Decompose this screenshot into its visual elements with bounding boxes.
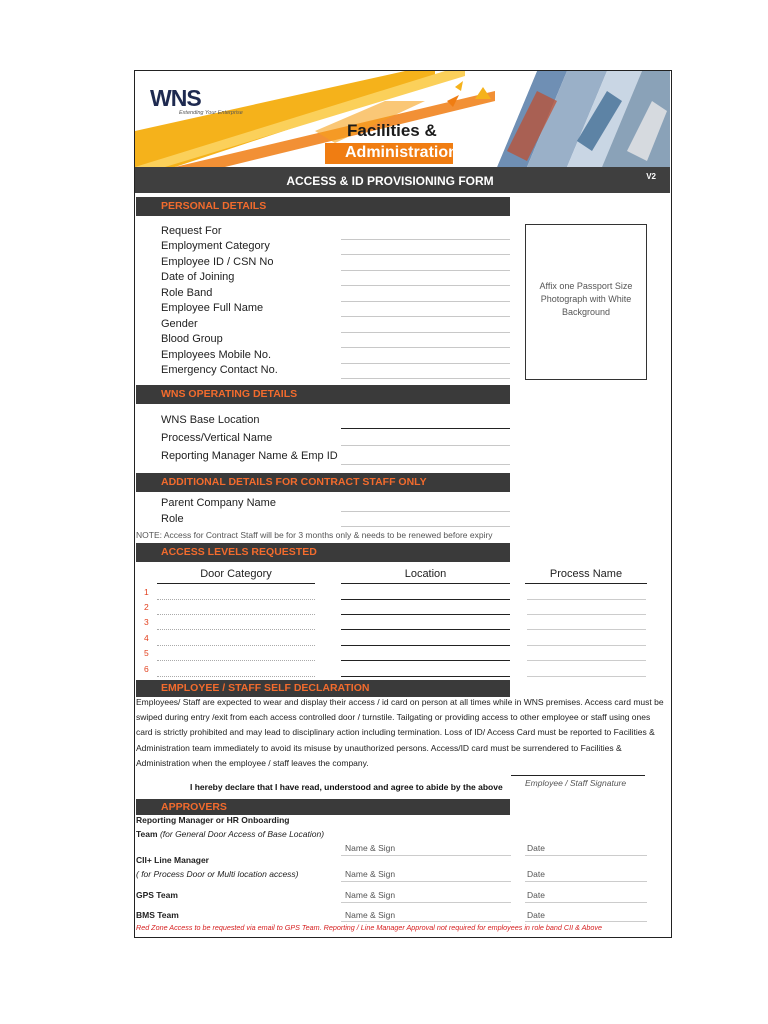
access-row-number: 1 [144, 587, 149, 597]
column-door-category: Door Category [200, 568, 272, 580]
section-approvers [136, 799, 510, 815]
name-sign-field[interactable] [341, 902, 511, 903]
field-base-location[interactable] [341, 428, 510, 429]
column-process-name: Process Name [549, 568, 623, 580]
section-personal-details [136, 197, 510, 216]
field-date-of-joining[interactable] [341, 285, 510, 286]
header-banner [135, 71, 670, 167]
name-sign-label: Name & Sign [345, 890, 396, 900]
section-self-declaration-title: EMPLOYEE / STAFF SELF DECLARATION [161, 682, 370, 694]
approver-reporting-manager-note: (for General Door Access of Base Location) [159, 828, 325, 839]
access-row-process-field[interactable] [527, 645, 646, 646]
section-personal-details-title: PERSONAL DETAILS [161, 200, 267, 212]
name-sign-field[interactable] [341, 855, 511, 856]
date-label: Date [527, 890, 545, 900]
field-employment-category[interactable] [341, 254, 510, 255]
approver-bms-team-title: BMS Team [136, 910, 179, 920]
access-row-process-field[interactable] [527, 676, 646, 677]
access-row-door-field[interactable] [157, 660, 315, 661]
name-sign-field[interactable] [341, 921, 511, 922]
access-id-form [134, 70, 672, 938]
access-row-process-field[interactable] [527, 660, 646, 661]
approver-line-manager-title: CII+ Line Manager [136, 855, 209, 865]
approver-reporting-manager-title: Reporting Manager or HR Onboarding [136, 815, 290, 825]
date-field[interactable] [525, 881, 647, 882]
field-contract-role[interactable] [341, 526, 510, 527]
banner-title-line2: Administration [345, 144, 458, 161]
access-row-process-field[interactable] [527, 599, 646, 600]
section-operating-details [136, 385, 510, 404]
wns-logo: WNS [150, 85, 201, 111]
signature-label: Employee / Staff Signature [525, 778, 627, 788]
access-row-number: 5 [144, 648, 149, 658]
form-title-bar [135, 167, 670, 193]
approver-line-manager-note: ( for Process Door or Multi location access) [136, 868, 299, 879]
section-contract-staff-title: ADDITIONAL DETAILS FOR CONTRACT STAFF ONLY [161, 476, 427, 488]
access-row-number: 4 [144, 633, 149, 643]
column-door-category-underline [157, 583, 315, 584]
label-blood-group: Blood Group [161, 333, 223, 345]
field-reporting-manager[interactable] [341, 464, 510, 465]
access-row-location-field[interactable] [341, 660, 510, 661]
access-row-location-field[interactable] [341, 614, 510, 615]
declaration-statement: I hereby declare that I have read, understood and agree to abide by the above [190, 782, 503, 792]
field-emergency-contact[interactable] [341, 378, 510, 379]
approver-line-manager [136, 854, 336, 881]
name-sign-field[interactable] [341, 881, 511, 882]
approver-reporting-manager [136, 814, 336, 841]
label-contract-role: Role [161, 513, 184, 525]
access-row-door-field[interactable] [157, 599, 315, 600]
label-role-band: Role Band [161, 287, 213, 299]
name-sign-label: Name & Sign [345, 843, 396, 853]
column-location: Location [404, 568, 447, 580]
access-row-location-field[interactable] [341, 599, 510, 600]
approver-gps-team [136, 889, 178, 903]
photo-placeholder-box[interactable] [525, 224, 647, 380]
name-sign-label: Name & Sign [345, 869, 396, 879]
name-sign-label: Name & Sign [345, 910, 396, 920]
section-approvers-title: APPROVERS [161, 801, 227, 813]
column-location-underline [341, 583, 510, 584]
access-row-door-field[interactable] [157, 645, 315, 646]
label-employee-id: Employee ID / CSN No [161, 256, 274, 268]
approver-gps-team-title: GPS Team [136, 890, 178, 900]
label-mobile-no: Employees Mobile No. [161, 349, 272, 361]
access-row-number: 6 [144, 664, 149, 674]
label-request-for: Request For [161, 225, 222, 237]
field-parent-company[interactable] [341, 511, 510, 512]
section-access-levels [136, 543, 510, 562]
label-emergency-contact: Emergency Contact No. [161, 364, 278, 376]
field-gender[interactable] [341, 332, 510, 333]
date-label: Date [527, 843, 545, 853]
signature-line[interactable] [511, 775, 645, 776]
section-access-levels-title: ACCESS LEVELS REQUESTED [161, 546, 317, 558]
label-date-of-joining: Date of Joining [161, 271, 235, 283]
date-field[interactable] [525, 921, 647, 922]
label-reporting-manager: Reporting Manager Name & Emp ID [161, 450, 338, 462]
section-contract-staff [136, 473, 510, 492]
access-row-location-field[interactable] [341, 629, 510, 630]
field-mobile-no[interactable] [341, 363, 510, 364]
date-field[interactable] [525, 902, 647, 903]
access-row-location-field[interactable] [341, 645, 510, 646]
label-gender: Gender [161, 318, 198, 330]
label-employment-category: Employment Category [161, 240, 270, 252]
access-row-number: 3 [144, 617, 149, 627]
label-base-location: WNS Base Location [161, 414, 260, 426]
access-row-door-field[interactable] [157, 614, 315, 615]
date-field[interactable] [525, 855, 647, 856]
banner-title-line1: Facilities & [347, 121, 437, 140]
red-zone-note: Red Zone Access to be requested via email to GPS Team. Reporting / Line Manager Approval not required for employees in role band CII & Above [136, 923, 602, 932]
access-row-process-field[interactable] [527, 629, 646, 630]
access-row-location-field[interactable] [341, 676, 510, 677]
access-row-process-field[interactable] [527, 614, 646, 615]
banner-photo-collage [497, 71, 670, 167]
field-employee-full-name[interactable] [341, 316, 510, 317]
label-parent-company: Parent Company Name [161, 497, 276, 509]
logo-tagline: Extending Your Enterprise [179, 110, 243, 116]
form-title: ACCESS & ID PROVISIONING FORM [286, 174, 494, 188]
access-row-door-field[interactable] [157, 676, 315, 677]
field-blood-group[interactable] [341, 347, 510, 348]
field-role-band[interactable] [341, 301, 510, 302]
date-label: Date [527, 869, 545, 879]
label-process-vertical: Process/Vertical Name [161, 432, 273, 444]
contract-note: NOTE: Access for Contract Staff will be for 3 months only & needs to be renewed before expiry [136, 530, 493, 540]
column-process-name-underline [525, 583, 647, 584]
field-request-for[interactable] [341, 239, 510, 240]
date-label: Date [527, 910, 545, 920]
access-row-number: 2 [144, 602, 149, 612]
photo-instruction: Affix one Passport Size Photograph with White Background [539, 281, 633, 317]
form-version: V2 [646, 172, 656, 181]
field-employee-id[interactable] [341, 270, 510, 271]
field-process-vertical[interactable] [341, 445, 510, 446]
access-row-door-field[interactable] [157, 629, 315, 630]
approver-reporting-manager-team: Team [136, 828, 158, 839]
label-employee-full-name: Employee Full Name [161, 302, 264, 314]
section-operating-details-title: WNS OPERATING DETAILS [161, 388, 298, 400]
declaration-text: Employees/ Staff are expected to wear and display their access / id card on person at all times while in WNS premises. Access card must be swiped during entry /exit from each access controlled door / turnstile. Tailgating or providing access to other employee or staff using ones card is strictly prohibited and may lead to disciplinary action including termination. Loss of ID/ Access Card must be reported to Facilities & Administration team immediately to avoid its misuse by unauthorized persons. Access/ID card must be surrendered to Facilities & Administration when the employee / staff leaves the company. [136, 697, 664, 768]
approver-bms-team [136, 909, 179, 923]
